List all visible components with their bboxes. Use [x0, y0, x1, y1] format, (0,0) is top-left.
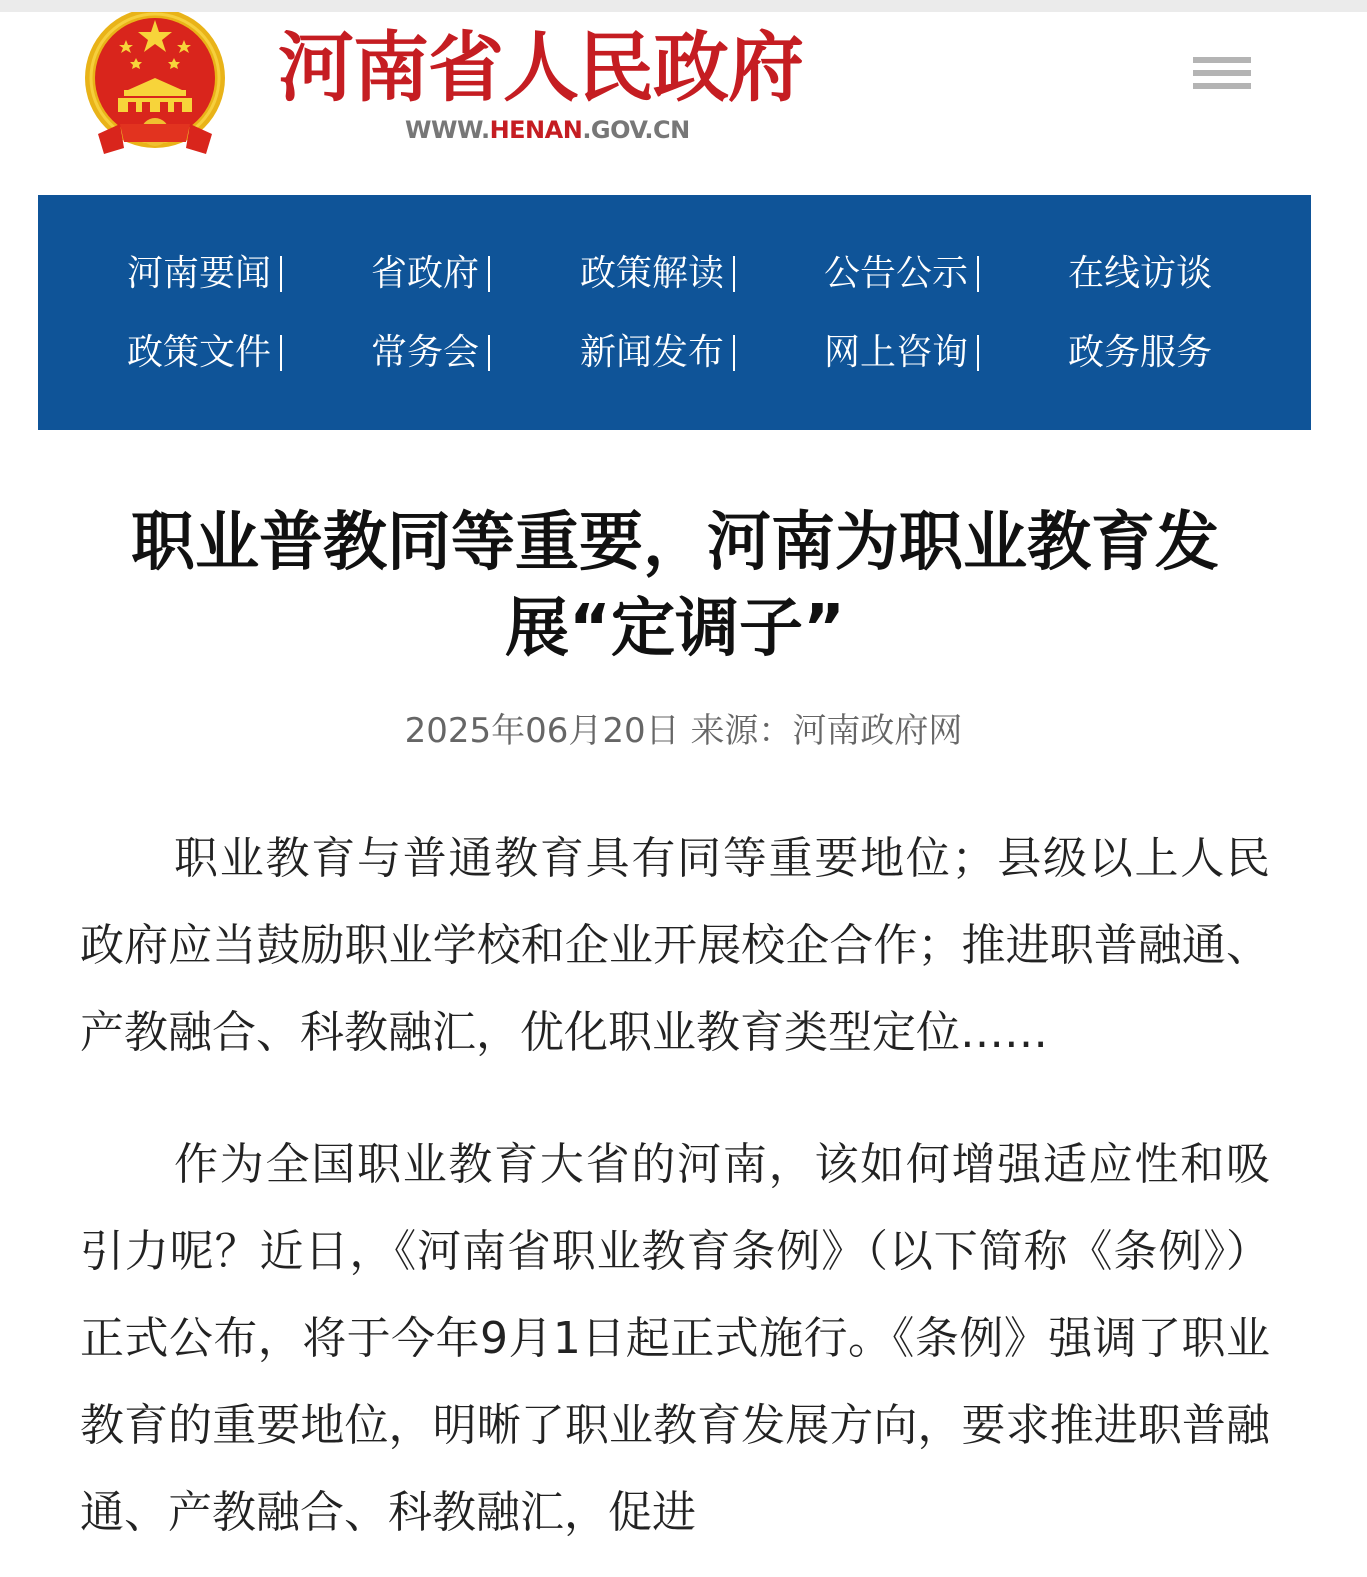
nav-item-government-services[interactable]: 政务服务 [1068, 332, 1213, 373]
nav-item-henan-news[interactable]: 河南要闻 [127, 253, 272, 294]
site-url-suffix: .GOV.CN [582, 116, 690, 144]
nav-item-online-consultation[interactable]: 网上咨询 [824, 332, 969, 373]
national-emblem-icon[interactable] [78, 12, 232, 158]
top-strip [0, 0, 1367, 12]
site-url[interactable] [405, 116, 690, 144]
nav-separator [488, 256, 490, 292]
nav-separator [733, 256, 735, 292]
article-source: 河南政府网 [792, 711, 963, 751]
hamburger-menu-icon[interactable] [1193, 57, 1251, 95]
nav-separator [977, 256, 979, 292]
nav-item-press-release[interactable]: 新闻发布 [580, 332, 725, 373]
nav-separator [280, 335, 282, 371]
article-meta [0, 708, 1367, 754]
article-title: 职业普教同等重要，河南为职业教育发展“定调子” [131, 506, 1219, 666]
site-url-prefix: WWW. [405, 116, 490, 144]
site-header [0, 12, 1367, 195]
nav-separator [977, 335, 979, 371]
nav-separator [733, 335, 735, 371]
main-nav [38, 195, 1311, 430]
site-url-highlight: HENAN [489, 116, 583, 144]
nav-separator [280, 256, 282, 292]
nav-item-announcements[interactable]: 公告公示 [824, 253, 969, 294]
site-name[interactable]: 河南省人民政府 [278, 23, 803, 112]
nav-separator [488, 335, 490, 371]
article-source-label: 来源： [690, 711, 793, 751]
article-paragraph: 作为全国职业教育大省的河南，该如何增强适应性和吸引力呢？近日，《河南省职业教育条例》（以下简称《条例》）正式公布，将于今年9月1日起正式施行。《条例》强调了职业教育的重要地位，明晰了职业教育发展方向，要求推进职普融通、产教融合、科教融汇，促进 [80, 1139, 1270, 1538]
nav-item-online-interview[interactable]: 在线访谈 [1068, 253, 1213, 294]
nav-item-executive-meeting[interactable]: 常务会 [371, 332, 480, 373]
nav-item-provincial-government[interactable]: 省政府 [371, 253, 480, 294]
nav-item-policy-documents[interactable]: 政策文件 [127, 332, 272, 373]
nav-item-policy-interpretation[interactable]: 政策解读 [580, 253, 725, 294]
article-date: 2025年06月20日 [404, 711, 680, 751]
article-paragraph: 职业教育与普通教育具有同等重要地位；县级以上人民政府应当鼓励职业学校和企业开展校企合作；推进职普融通、产教融合、科教融汇，优化职业教育类型定位…… [80, 833, 1270, 1058]
